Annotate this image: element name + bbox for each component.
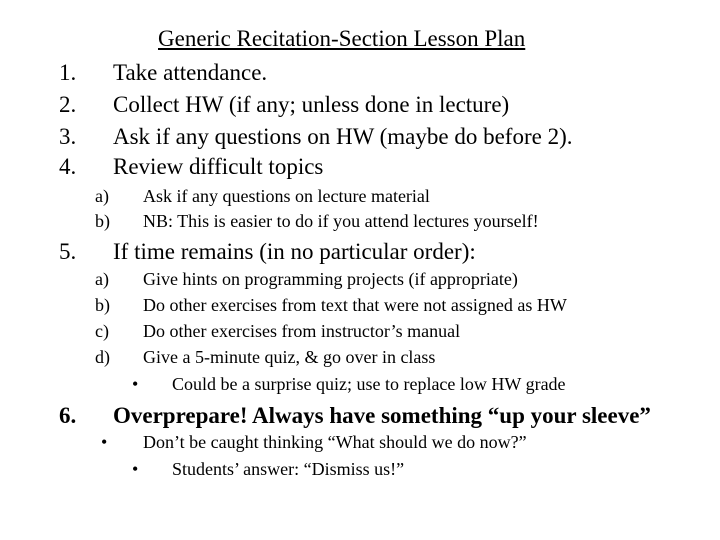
- quiz-bullet-text: Could be a surprise quiz; use to replace low HW grade: [172, 374, 566, 394]
- time-subitem-c-text: Do other exercises from instructor’s manual: [143, 321, 461, 341]
- answer-bullet-marker: •: [132, 459, 139, 479]
- time-subitem-b-marker: b): [95, 295, 110, 315]
- item-4-number: 4.: [59, 154, 77, 179]
- item-5-text: If time remains (in no particular order):: [113, 239, 476, 264]
- item-6-number: 6.: [59, 403, 77, 428]
- review-subitem-a-text: Ask if any questions on lecture material: [143, 186, 430, 206]
- item-2-number: 2.: [59, 92, 77, 117]
- overprepare-bullet-text: Don’t be caught thinking “What should we do now?”: [143, 432, 527, 452]
- review-subitem-b-marker: b): [95, 211, 110, 231]
- item-1-text: Take attendance.: [113, 60, 268, 85]
- item-3-number: 3.: [59, 124, 77, 149]
- page-title: Generic Recitation-Section Lesson Plan: [158, 26, 526, 51]
- time-subitem-a-marker: a): [95, 269, 109, 289]
- item-4-text: Review difficult topics: [113, 154, 324, 179]
- review-subitem-a-marker: a): [95, 186, 109, 206]
- item-2-text: Collect HW (if any; unless done in lecture): [113, 92, 510, 117]
- item-5-number: 5.: [59, 239, 77, 264]
- item-1-number: 1.: [59, 60, 77, 85]
- time-subitem-d-text: Give a 5-minute quiz, & go over in class: [143, 347, 436, 367]
- quiz-bullet-marker: •: [132, 374, 139, 394]
- time-subitem-a-text: Give hints on programming projects (if appropriate): [143, 269, 518, 289]
- time-subitem-b-text: Do other exercises from text that were not assigned as HW: [143, 295, 567, 315]
- time-subitem-c-marker: c): [95, 321, 109, 341]
- answer-bullet-text: Students’ answer: “Dismiss us!”: [172, 459, 405, 479]
- item-3-text: Ask if any questions on HW (maybe do before 2).: [113, 124, 573, 149]
- time-subitem-d-marker: d): [95, 347, 110, 367]
- overprepare-bullet-marker: •: [101, 432, 108, 452]
- review-subitem-b-text: NB: This is easier to do if you attend lectures yourself!: [143, 211, 539, 231]
- item-6-text: Overprepare! Always have something “up your sleeve”: [113, 403, 651, 428]
